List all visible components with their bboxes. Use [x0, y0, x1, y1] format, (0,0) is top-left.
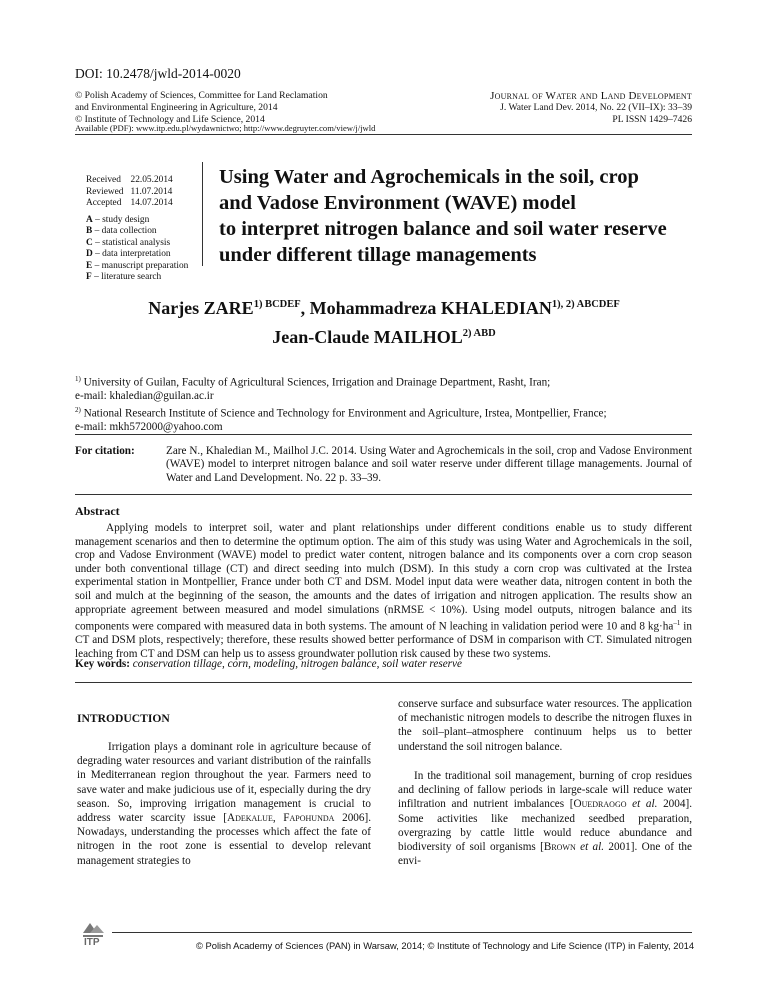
citation-block: [75, 445, 692, 485]
copyright-line: and Environmental Engineering in Agriculture, 2014: [75, 102, 278, 114]
citation-label: For citation:: [75, 445, 135, 457]
title-divider: [202, 162, 203, 266]
paragraph: Irrigation plays a dominant role in agriculture because of degrading water resources and variant distribution of the rainfalls in Mediterranean region throughout the year. Farmers need to save water and make judicious use of it, especially during the dry season. So, improving irrigation management is crucial to address water scarcity issue [Adekalue, Fapohunda 2006]. Nowadays, understanding the processes which affect the fate of nitrogen in the root zone is essential to develop relevant management strategies to: [77, 741, 371, 867]
header-rule: [75, 134, 692, 135]
code-item: B – data collection: [86, 226, 157, 237]
code-item: E – manuscript preparation: [86, 260, 189, 271]
abstract-text: Applying models to interpret soil, water and plant relationships under different conditions enable us to study different management scenarios and then to determine the optimum option. The aim of this study was using Water and Agrochemicals in the soil, crop and Vadose Environment (WAVE) model to predict water content, nitrogen balance and its components over a corn crop season under both conventional tillage (CT) and direct seeding into mulch (DSM). In this study a corn crop was cultivated at the Irstea experimental station in Montpellier, France under both CT and DSM. Model input data were weather data, nitrogen content in both the soil and mulch at the beginning of the season, the amounts and the dates of irrigation and nitrogen application. The results show an appropriate agreement between measured and model simulations (nRMSE < 10%). Using model outputs, nitrogen balance and its components were compared with measured data in both systems. The amount of N leaching in validation period were 10 and 8 $kg\cdot ha^{-1}$ in CT and DSM plots, respectively; therefore, these results showed better performance of DSM in comparison with CT. Simulated nitrogen leaching from CT and DSM can help us to assess groundwater pollution risk caused by these two systems.: [75, 522, 692, 661]
logo-text: ITP: [84, 937, 100, 948]
code-item: A – study design: [86, 215, 150, 225]
journal-block: [490, 90, 692, 127]
code-item: D – data interpretation: [86, 249, 171, 260]
footer-text: © Polish Academy of Sciences (PAN) in Warsaw, 2014; © Institute of Technology and Life Science (ITP) in Falenty, 2014: [196, 940, 695, 951]
date-row: Accepted 14.07.2014: [86, 198, 173, 209]
paragraph: In the traditional soil management, burning of crop residues and declining of fallow periods in large-scale will reduce water infiltration and nutrient imbalances [Ouedraogo et al. 2004]. Some activities like mechanized seedbed preparation, overgrazing by cattle little would reduce abundance and biodiversity of soil organisms [Brown et al. 2001]. One of the envi-: [398, 770, 692, 868]
section-heading: INTRODUCTION: [77, 712, 170, 725]
code-item: C – statistical analysis: [86, 237, 171, 248]
code-item: F – literature search: [86, 272, 162, 283]
citation-rule-top: [75, 434, 692, 435]
journal-ref: J. Water Land Dev. 2014, No. 22 (VII–IX): 33–39: [500, 102, 692, 114]
paragraph: conserve surface and subsurface water resources. The application of mechanistic nitrogen models to describe the nitrogen fluxes in the soil–plant–atmosphere continuum helps us to better understand the soil nitrogen balance.: [398, 698, 692, 753]
author-name: Narjes ZARE: [148, 298, 254, 318]
keywords: [75, 658, 692, 670]
copyright-block: [75, 90, 328, 127]
availability-line[interactable]: Available (PDF): www.itp.edu.pl/wydawnictwo; http://www.degruyter.com/view/j/jwld: [75, 123, 376, 133]
email-link[interactable]: e-mail: khaledian@guilan.ac.ir: [75, 390, 214, 403]
issn: PL ISSN 1429–7426: [612, 114, 692, 126]
footer-rule: [112, 932, 692, 933]
keywords-value: conservation tillage, corn, modeling, nitrogen balance, soil water reserve: [132, 658, 462, 670]
date-row: Received 22.05.2014: [86, 175, 173, 185]
review-dates: [86, 175, 180, 210]
date-row: Reviewed 11.07.2014: [86, 186, 173, 197]
affiliations: $^{1)}$ University of Guilan, Faculty of Agricultural Sciences, Irrigation and Drainage Department, Rasht, Iran; e-mail: khaledian@guilan.ac.ir $^{2)}$ National Research Institute of Science and Technology for Environment and Agriculture, Irstea, Montpellier, France; e-mail: mkh572000@yahoo.com: [75, 373, 692, 434]
copyright-line: © Institute of Technology and Life Science, 2014: [75, 114, 265, 126]
copyright-line: © Polish Academy of Sciences, Committee for Land Reclamation: [75, 90, 328, 101]
itp-logo: [80, 921, 114, 954]
email-link[interactable]: e-mail: mkh572000@yahoo.com: [75, 420, 223, 433]
citation-text: Zare N., Khaledian M., Mailhol J.C. 2014. Using Water and Agrochemicals in the soil, crop and Vadose Environment (WAVE) model to interpret nitrogen balance and soil water reserve under different tillage managements. Journal of Water and Land Development. No. 22 p. 33–39.: [166, 445, 692, 484]
author-name: Jean-Claude MAILHOL: [272, 327, 463, 347]
contribution-codes: [86, 215, 188, 283]
abstract-heading: Abstract: [75, 504, 120, 518]
journal-name: Journal of Water and Land Development: [490, 90, 692, 102]
author-list: Narjes $ZARE^{1) BCDEF}$, Mohammadreza $KHALEDIAN^{1), 2) ABCDEF}$ Jean-Claude $MAILHOL^{2) ABD}$: [148, 298, 620, 347]
author-name: Mohammadreza KHALEDIAN: [309, 298, 552, 318]
keywords-label: Key words:: [75, 658, 130, 670]
paper-title: Using Water and Agrochemicals in the soil, crop and Vadose Environment (WAVE) model to interpret nitrogen balance and soil water reserve under different tillage managements: [219, 166, 667, 266]
citation-rule-bottom: [75, 494, 692, 495]
keywords-rule: [75, 682, 692, 683]
doi: DOI: 10.2478/jwld-2014-0020: [75, 66, 241, 81]
